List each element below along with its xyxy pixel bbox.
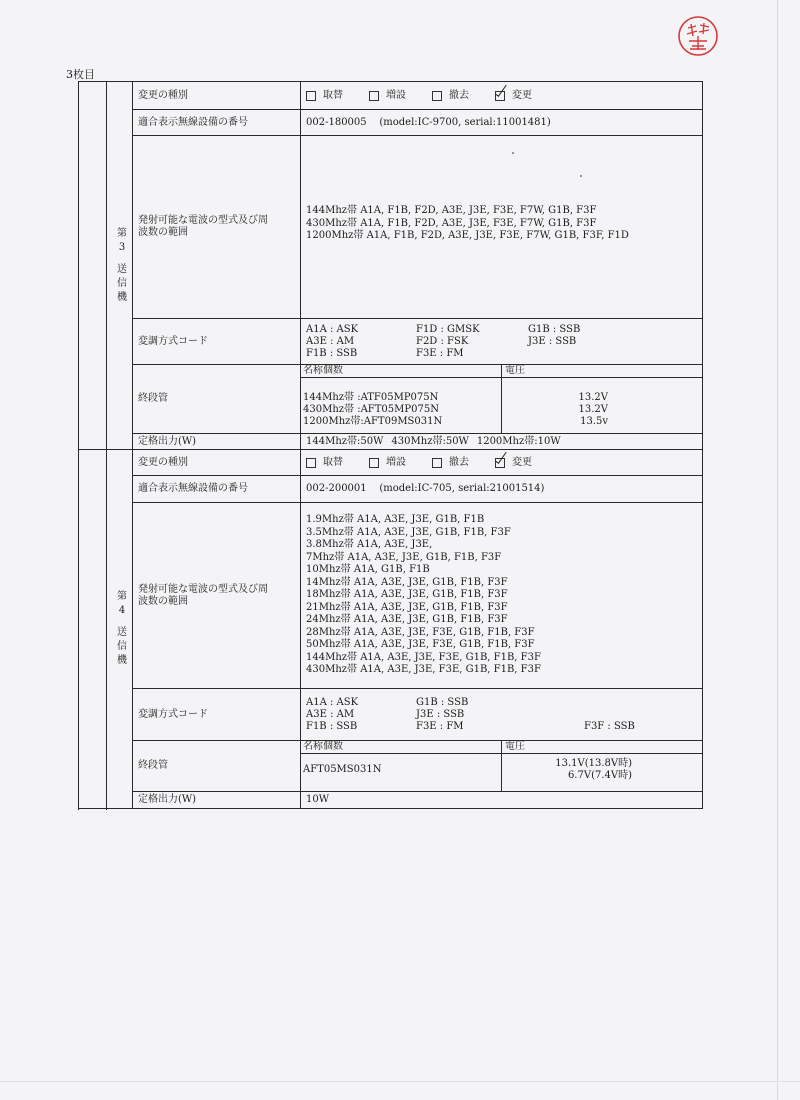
final-stage-label: 終段管 bbox=[133, 365, 301, 434]
page-edge-right bbox=[777, 0, 778, 1100]
voltage-header: 電圧 bbox=[502, 741, 702, 754]
option-remove[interactable]: 撤去 bbox=[432, 90, 469, 102]
modulation-codes: A1A : ASK G1B : SSB A3E : AM J3E : SSB F1B : SSB F3E : FM F3F : SSB bbox=[301, 689, 703, 741]
change-type-label: 変更の種別 bbox=[133, 82, 301, 110]
certification-row bbox=[79, 476, 703, 503]
emission-list: 1.9Mhz帯 A1A, A3E, J3E, G1B, F1B 3.5Mhz帯 A1A, A3E, J3E, G1B, F1B, F3F 3.8Mhz帯 A1A, A3E, J3E, 7Mhz帯 A1A, A3E, J3E, G1B, F1B, F3F 10Mhz帯 A1A, G1B, F1B 14Mhz帯 A1A, A3E, J3E, G1B, F1B, F3F 18Mhz帯 A1A, A3E, J3E, G1B, F1B, F3F 21Mhz帯 A1A, A3E, J3E, G1B, F1B, F3F 24Mhz帯 A1A, A3E, J3E, G1B, F1B, F3F 28Mhz帯 A1A, A3E, J3E, F3E, G1B, F1B, F3F 50Mhz帯 A1A, A3E, J3E, F3E, G1B, F1B, F3F 144Mhz帯 A1A, A3E, J3E, F3E, G1B, F1B, F3F 430Mhz帯 A1A, A3E, J3E, F3E, G1B, F1B, F3F bbox=[301, 503, 703, 689]
outer-margin-column bbox=[79, 450, 107, 809]
change-type-row bbox=[79, 450, 703, 476]
modulation-row bbox=[79, 319, 703, 365]
emission-label: 発射可能な電波の型式及び周 波数の範囲 bbox=[133, 503, 301, 689]
option-add[interactable]: 増設 bbox=[369, 90, 406, 102]
emission-label: 発射可能な電波の型式及び周 波数の範囲 bbox=[133, 136, 301, 319]
emission-row bbox=[79, 136, 703, 319]
final-stage-label: 終段管 bbox=[133, 741, 301, 792]
rated-power-row bbox=[79, 792, 703, 809]
modulation-codes: A1A : ASK F1D : GMSK G1B : SSB A3E : AM F2D : FSK J3E : SSB F1B : SSB F3E : FM bbox=[301, 319, 703, 365]
emission-list: 144Mhz帯 A1A, F1B, F2D, A3E, J3E, F3E, F7W, G1B, F3F 430Mhz帯 A1A, F1B, F2D, A3E, J3E, F3E, F7W, G1B, F3F 1200Mhz帯 A1A, F1B, F2D, A3E, J3E, F3E, F7W, G1B, F3F, F1D bbox=[301, 136, 703, 319]
certification-value: 002-180005 (model:IC-9700, serial:11001481) bbox=[301, 110, 703, 136]
page-edge-bottom bbox=[0, 1081, 800, 1082]
checkbox-icon[interactable] bbox=[369, 91, 379, 101]
modulation-row bbox=[79, 689, 703, 741]
option-replace[interactable]: 取替 bbox=[306, 457, 343, 469]
option-remove[interactable]: 撤去 bbox=[432, 457, 469, 469]
option-replace[interactable]: 取替 bbox=[306, 90, 343, 102]
checkbox-icon[interactable] bbox=[369, 458, 379, 468]
checked-checkbox-icon[interactable] bbox=[495, 91, 505, 101]
option-modify[interactable]: 変更 bbox=[495, 90, 532, 102]
voltage-header: 電圧 bbox=[502, 365, 702, 378]
outer-margin-column bbox=[79, 82, 107, 450]
transmitter-change-form bbox=[78, 81, 703, 809]
rated-power-label: 定格出力(W) bbox=[133, 434, 301, 450]
transmitter-3-title: 第 3 送 信 機 bbox=[107, 82, 133, 450]
modulation-label: 変調方式コード bbox=[133, 689, 301, 741]
final-stage-table: 名称個数 AFT05MS031N 電圧 13.1V(13.8V時) 6.7V(7.4V時) bbox=[301, 741, 703, 792]
checkbox-icon[interactable] bbox=[432, 458, 442, 468]
certification-row bbox=[79, 110, 703, 136]
rated-power-label: 定格出力(W) bbox=[133, 792, 301, 809]
certification-label: 適合表示無線設備の番号 bbox=[133, 476, 301, 503]
seal-stamp-icon bbox=[676, 14, 720, 58]
option-add[interactable]: 増設 bbox=[369, 457, 406, 469]
final-stage-row bbox=[79, 365, 703, 434]
option-modify[interactable]: 変更 bbox=[495, 457, 532, 469]
final-stage-table: 名称個数 144Mhz帯 :ATF05MP075N 430Mhz帯 :AFT05MP075N 1200Mhz帯:AFT09MS031N 電圧 13.2V 13.2V 13.5v bbox=[301, 365, 703, 434]
transmitter-4-title: 第 4 送 信 機 bbox=[107, 450, 133, 809]
sheet-number: 3枚目 bbox=[66, 68, 95, 81]
checked-checkbox-icon[interactable] bbox=[495, 458, 505, 468]
change-type-label: 変更の種別 bbox=[133, 450, 301, 476]
certification-value: 002-200001 (model:IC-705, serial:21001514) bbox=[301, 476, 703, 503]
rated-power-row bbox=[79, 434, 703, 450]
rated-power-value: 144Mhz帯:50W 430Mhz帯:50W 1200Mhz帯:10W bbox=[301, 434, 703, 450]
emission-row bbox=[79, 503, 703, 689]
final-stage-row bbox=[79, 741, 703, 792]
name-count-header: 名称個数 bbox=[301, 741, 501, 754]
checkbox-icon[interactable] bbox=[432, 91, 442, 101]
change-type-row bbox=[79, 82, 703, 110]
checkbox-icon[interactable] bbox=[306, 458, 316, 468]
modulation-label: 変調方式コード bbox=[133, 319, 301, 365]
rated-power-value: 10W bbox=[301, 792, 703, 809]
certification-label: 適合表示無線設備の番号 bbox=[133, 110, 301, 136]
name-count-header: 名称個数 bbox=[301, 365, 501, 378]
checkbox-icon[interactable] bbox=[306, 91, 316, 101]
